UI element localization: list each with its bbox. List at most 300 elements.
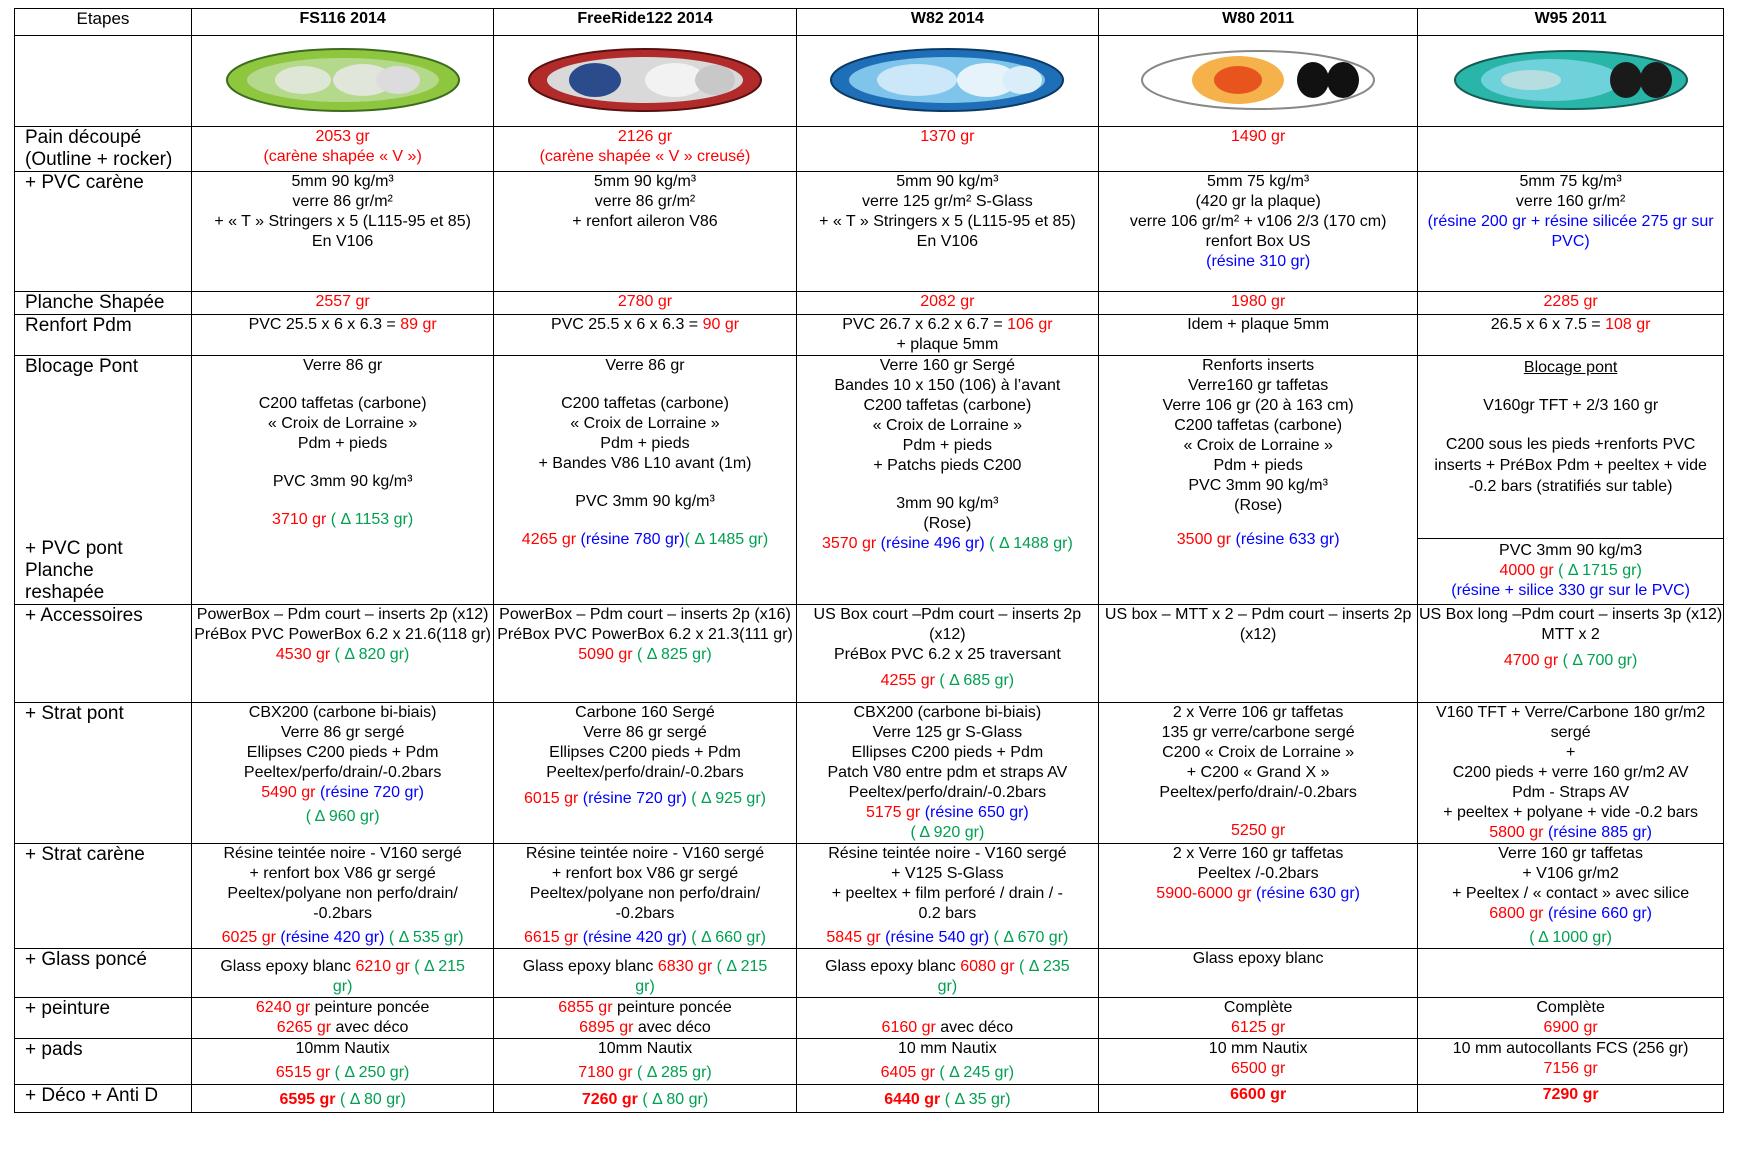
row-renfort-pdm [15,315,1724,356]
blocage-w82-l4: « Croix de Lorraine » [872,417,1023,434]
row-pads [15,1039,1724,1085]
sp-fr122-l3: Ellipses C200 pieds + Pdm [549,744,741,761]
sp-w82-l4: Patch V80 entre pdm et straps AV [827,764,1068,781]
pads-fr122-result [494,1063,795,1083]
pain-fr122 [494,127,796,172]
glass-fr122-weight: 6830 gr [657,958,713,975]
pvc-carene-w80-resine: (résine 310 gr) [1206,253,1311,270]
peint-w95-weight: 6900 gr [1543,1019,1598,1036]
sp-w80-l3: C200 « Croix de Lorraine » [1162,744,1355,761]
acc-fs116-result [192,645,493,665]
planche-fr122: 2780 gr [494,292,796,315]
blocage-fs116-weight: 3710 gr [272,511,327,528]
blocage-w82-l6: + Patchs pieds C200 [873,457,1022,474]
blocage-w80 [1099,356,1418,605]
renfort-w82-text: PVC 26.7 x 6.2 x 6.7 = [842,316,1008,333]
pvc-carene-w80-l2: (420 gr la plaque) [1195,193,1321,210]
renfort-fs116-text: PVC 25.5 x 6 x 6.3 = [248,316,401,333]
blocage-fr122-delta: ( Δ 1485 gr) [684,531,769,548]
pvc-carene-w80 [1099,172,1418,292]
peint-w82-line2 [797,1018,1098,1038]
pads-w95-weight: 7156 gr [1543,1060,1598,1077]
pvc-carene-w80-l1: 5mm 75 kg/m³ [1207,173,1310,190]
sc-w82-weight: 5845 gr [826,929,881,946]
board-image-fs116 [191,36,493,127]
blocage-w80-result [1099,530,1417,550]
acc-fs116-weight: 4530 gr [275,646,331,663]
deco-fs116-weight: 6595 gr [279,1091,336,1108]
acc-fr122-weight: 5090 gr [578,646,633,663]
sp-w82-l2: Verre 125 gr S-Glass [872,724,1023,741]
peint-w95 [1418,998,1724,1039]
acc-w80-l1: US box – MTT x 2 – Pdm court – inserts 2p (x12) [1104,606,1412,643]
sp-w95-weight: 5800 gr [1489,824,1544,841]
blocage-w95-result [1422,561,1719,581]
sc-fr122-delta: ( Δ 660 gr) [691,929,766,946]
blocage-w95-l2: C200 sous les pieds +renforts PVC inserts + PréBox Pdm + peeltex + vide -0.2 bars (stratifiés sur table) [1434,436,1707,495]
sp-fs116-delta: ( Δ 960 gr) [305,808,380,825]
deco-w82 [796,1085,1098,1113]
pvc-carene-fs116 [191,172,493,292]
peint-fr122-weight2: 6895 gr [579,1019,634,1036]
blocage-fr122-resine: (résine 780 gr) [580,531,685,548]
deco-fr122-weight: 7260 gr [581,1091,638,1108]
blocage-w95 [1418,356,1724,605]
sc-fs116-delta: ( Δ 535 gr) [388,929,464,946]
stage-pvc-pont-line3: reshapée [25,582,105,603]
acc-fr122 [494,605,796,703]
pvc-carene-w95-l2: verre 160 gr/m² [1515,193,1626,210]
board-build-table [14,8,1724,1113]
sp-w80 [1099,703,1418,844]
blocage-fr122-l6: PVC 3mm 90 kg/m³ [575,493,715,510]
pvc-carene-fr122-l1: 5mm 90 kg/m³ [593,173,697,190]
peint-fs116-weight2: 6265 gr [276,1019,332,1036]
pain-fs116-weight: 2053 gr [315,128,370,145]
pads-fs116-weight: 6515 gr [275,1064,331,1081]
header-row [15,9,1724,36]
pvc-carene-fr122-l3: + renfort aileron V86 [572,213,718,230]
blocage-w80-l5: « Croix de Lorraine » [1183,437,1333,454]
pads-w95 [1418,1039,1724,1085]
pads-w80 [1099,1039,1418,1085]
pvc-carene-fr122-l2: verre 86 gr/m² [594,193,696,210]
peint-fr122-line1 [494,998,795,1018]
sp-w80-weight: 5250 gr [1231,822,1286,839]
blocage-fr122-l3: « Croix de Lorraine » [570,415,720,432]
glass-fs116-text: Glass epoxy blanc [220,958,352,975]
blocage-w82-delta: ( Δ 1488 gr) [989,535,1073,552]
sc-fs116-l2: + renfort box V86 gr sergé [249,865,436,882]
sp-w80-l4: + C200 « Grand X » [1186,764,1330,781]
sp-fr122-resine: (résine 720 gr) [582,790,687,807]
peint-fs116-text1: peinture poncée [310,999,430,1016]
blocage-fr122-weight: 4265 gr [521,531,577,548]
stage-pain [15,127,192,172]
pvc-carene-fs116-l2: verre 86 gr/m² [292,193,393,210]
row-accessoires [15,605,1724,703]
blocage-w95-top [1418,356,1723,538]
sp-w95 [1418,703,1724,844]
acc-fs116-l1: PowerBox – Pdm court – inserts 2p (x12) [196,606,489,623]
deco-w80 [1099,1085,1418,1113]
pvc-carene-w95-l1: 5mm 75 kg/m³ [1519,173,1622,190]
sc-w82-l2: + V125 S-Glass [891,865,1004,882]
blocage-w95-resine: (résine + silice 330 gr sur le PVC) [1451,582,1690,599]
pads-fr122-delta: ( Δ 285 gr) [637,1064,712,1081]
blocage-fr122-result [494,530,795,550]
sc-fr122-result [494,928,795,948]
blocage-fs116-delta: ( Δ 1153 gr) [330,511,414,528]
sc-fr122-l2: + renfort box V86 gr sergé [551,865,739,882]
blocage-fr122-l4: Pdm + pieds [600,435,690,452]
sc-fr122-resine: (résine 420 gr) [582,929,687,946]
sc-w80-l1: 2 x Verre 160 gr taffetas [1172,845,1344,862]
board-image-freeride122 [494,36,796,127]
sc-w82-resine: (résine 540 gr) [885,929,990,946]
planche-w82: 2082 gr [796,292,1098,315]
acc-w82-l2: PréBox PVC 6.2 x 25 traversant [833,646,1061,663]
glass-fr122-text: Glass epoxy blanc [522,958,654,975]
sc-w82-l1: Résine teintée noire - V160 sergé [828,845,1067,862]
renfort-w95-weight: 108 gr [1605,316,1651,333]
blocage-w80-l6: Pdm + pieds [1213,457,1303,474]
sp-w82-l3: Ellipses C200 pieds + Pdm [851,744,1044,761]
stage-planche-shapee: Planche Shapée [15,292,192,315]
acc-fs116-l2: PréBox PVC PowerBox 6.2 x 21.6(118 gr) [194,626,491,643]
header-etapes: Etapes [15,9,192,36]
deco-w95-weight: 7290 gr [1542,1086,1599,1103]
renfort-w82-text2: + plaque 5mm [896,336,999,353]
row-glass-ponce [15,949,1724,998]
row-pvc-carene [15,172,1724,292]
sc-w95-result [1418,904,1723,924]
acc-fr122-l1: PowerBox – Pdm court – inserts 2p (x16) [499,606,791,623]
blocage-w95-bottom [1418,538,1723,603]
glass-w82-delta-unit: gr) [937,978,958,995]
blocage-fs116-l4: Pdm + pieds [297,435,388,452]
blocage-w80-l8: (Rose) [1234,497,1283,514]
glass-fs116-delta: ( Δ 215 [414,958,465,975]
pvc-carene-fs116-l1: 5mm 90 kg/m³ [291,173,394,190]
blocage-fr122-l1: Verre 86 gr [605,357,685,374]
deco-w82-result [797,1090,1098,1110]
sp-w82 [796,703,1098,844]
pads-w80-text: 10 mm Nautix [1208,1040,1308,1057]
blocage-w95-delta: ( Δ 1715 gr) [1558,562,1642,579]
board-w80-image [1138,44,1378,116]
pads-fr122 [494,1039,796,1085]
peint-w95-text: Complète [1536,999,1605,1016]
pvc-carene-fs116-l4: En V106 [311,233,374,250]
pain-fs116 [191,127,493,172]
renfort-fs116-weight: 89 gr [400,316,437,333]
renfort-fr122-text: PVC 25.5 x 6 x 6.3 = [550,316,703,333]
stage-blocage-pont [15,356,192,605]
blocage-w82 [796,356,1098,605]
sc-fr122-l4: -0.2bars [615,905,675,922]
pads-fs116-result [192,1063,493,1083]
sp-fr122-l1: Carbone 160 Sergé [575,704,715,721]
pvc-carene-w80-l3: verre 106 gr/m² + v106 2/3 (170 cm) [1129,213,1387,230]
blocage-w80-resine: (résine 633 gr) [1235,531,1340,548]
sc-fr122 [494,844,796,949]
sc-w80 [1099,844,1418,949]
blocage-w95-l1: V160gr TFT + 2/3 160 gr [1483,397,1659,414]
acc-fr122-delta: ( Δ 825 gr) [637,646,712,663]
pain-w95 [1418,127,1724,172]
renfort-fs116 [191,315,493,356]
acc-w80 [1099,605,1418,703]
pvc-carene-fs116-l3: + « T » Stringers x 5 (L115-95 et 85) [214,213,471,230]
blocage-w95-weight: 4000 gr [1499,562,1554,579]
sc-w80-result [1099,884,1417,904]
renfort-fr122 [494,315,796,356]
board-image-w95 [1418,36,1724,127]
sp-w80-l5: Peeltex/perfo/drain/-0.2bars [1159,784,1357,801]
blocage-fs116-result [192,510,493,530]
sc-w95-l3: + Peeltex / « contact » avec silice [1452,885,1690,902]
stage-deco: + Déco + Anti D [15,1085,192,1113]
pvc-carene-w95-resine: (résine 200 gr + résine silicée 275 gr sur PVC) [1427,213,1714,250]
pads-fs116-delta: ( Δ 250 gr) [334,1064,410,1081]
deco-fs116 [191,1085,493,1113]
sp-w82-weight: 5175 gr [865,804,921,821]
pads-fs116-text: 10mm Nautix [295,1040,390,1057]
acc-fr122-l2: PréBox PVC PowerBox 6.2 x 21.3(111 gr) [497,626,793,643]
sp-w82-delta: ( Δ 920 gr) [910,824,985,841]
glass-fr122-delta-unit: gr) [635,978,655,995]
sp-w95-result [1418,823,1723,843]
deco-fr122-delta: ( Δ 80 gr) [642,1091,709,1108]
planche-w95: 2285 gr [1418,292,1724,315]
sc-fs116-resine: (résine 420 gr) [280,929,385,946]
sc-fs116-result [192,928,493,948]
sc-w82-l3: + peeltex + film perforé / drain / - [831,885,1063,902]
glass-fr122 [494,949,796,998]
blocage-w82-l8: (Rose) [923,515,972,532]
blocage-w95-pvc: PVC 3mm 90 kg/m3 [1499,542,1643,559]
peint-fs116 [191,998,493,1039]
sp-fr122 [494,703,796,844]
sp-fs116-result [192,783,493,803]
glass-fs116-weight: 6210 gr [355,958,410,975]
blocage-w80-l3: Verre 106 gr (20 à 163 cm) [1162,397,1354,414]
sc-fs116-weight: 6025 gr [221,929,276,946]
sp-w95-l1: V160 TFT + Verre/Carbone 180 gr/m2 sergé [1435,704,1706,741]
sp-fr122-l4: Peeltex/perfo/drain/-0.2bars [546,764,744,781]
stage-peinture: + peinture [15,998,192,1039]
board-w95-image [1451,44,1691,116]
renfort-w95-text: 26.5 x 6 x 7.5 = [1490,316,1606,333]
glass-w82-delta: ( Δ 235 [1018,958,1070,975]
acc-w95-l1: US Box long –Pdm court – inserts 3p (x12) [1418,606,1723,623]
pvc-carene-w82 [796,172,1098,292]
blocage-fr122 [494,356,796,605]
sc-w95-l1: Verre 160 gr taffetas [1498,845,1643,862]
acc-w82-l1: US Box court –Pdm court – inserts 2p (x12) [813,606,1082,643]
blocage-fs116 [191,356,493,605]
blocage-w80-l4: C200 taffetas (carbone) [1174,417,1343,434]
stage-pain-line1: Pain découpé [25,127,142,148]
deco-w82-weight: 6440 gr [884,1091,941,1108]
glass-w95 [1418,949,1724,998]
stage-pvc-pont-line1: + PVC pont [25,538,123,559]
sp-fs116-resine: (résine 720 gr) [319,784,424,801]
stage-pvc-carene: + PVC carène [15,172,192,292]
deco-w95 [1418,1085,1724,1113]
blocage-w82-weight: 3570 gr [821,535,877,552]
peint-w80 [1099,998,1418,1039]
sc-w80-weight: 5900-6000 gr [1156,885,1252,902]
stage-renfort-pdm: Renfort Pdm [15,315,192,356]
pads-w82-text: 10 mm Nautix [898,1040,997,1057]
header-fs116: FS116 2014 [191,9,493,36]
row-peinture [15,998,1724,1039]
row-planche-shapee [15,292,1724,315]
deco-fs116-result [192,1090,493,1110]
pads-fr122-weight: 7180 gr [578,1064,633,1081]
renfort-w82 [796,315,1098,356]
sp-w95-l3: C200 pieds + verre 160 gr/m2 AV [1452,764,1689,781]
sc-fr122-l3: Peeltex/polyane non perfo/drain/ [529,885,761,902]
glass-w82-text: Glass epoxy blanc [825,958,956,975]
pads-w82 [796,1039,1098,1085]
blocage-w80-l7: PVC 3mm 90 kg/m³ [1188,477,1328,494]
acc-w82-weight: 4255 gr [880,672,935,689]
glass-w80-text: Glass epoxy blanc [1192,950,1324,967]
pads-w95-text: 10 mm autocollants FCS (256 gr) [1452,1040,1689,1057]
acc-w82-result [797,671,1098,691]
peint-w82 [796,998,1098,1039]
acc-w95-weight: 4700 gr [1503,652,1559,669]
acc-fs116-delta: ( Δ 820 gr) [334,646,410,663]
sc-fs116 [191,844,493,949]
sc-w82-l4: 0.2 bars [918,905,977,922]
acc-w95-l2: MTT x 2 [1541,626,1600,643]
sp-fs116-weight: 5490 gr [261,784,316,801]
sp-fr122-weight: 6015 gr [524,790,579,807]
sp-w80-l1: 2 x Verre 106 gr taffetas [1172,704,1344,721]
pvc-carene-fr122 [494,172,796,292]
blocage-w82-l1: Verre 160 gr Sergé [879,357,1015,374]
pvc-carene-w82-l4: En V106 [916,233,979,250]
sp-w82-l1: CBX200 (carbone bi-biais) [853,704,1042,721]
pads-w82-delta: ( Δ 245 gr) [939,1064,1015,1081]
sp-fs116-l2: Verre 86 gr sergé [280,724,405,741]
peint-fr122 [494,998,796,1039]
peint-fr122-weight1: 6855 gr [558,999,613,1016]
stage-strat-carene: + Strat carène [15,844,192,949]
sc-fs116-l4: -0.2bars [313,905,372,922]
sp-w82-resine: (résine 650 gr) [924,804,1029,821]
deco-fs116-delta: ( Δ 80 gr) [339,1091,406,1108]
header-w95: W95 2011 [1418,9,1724,36]
pads-w80-weight: 6500 gr [1231,1060,1286,1077]
blocage-fs116-l2: C200 taffetas (carbone) [258,395,427,412]
blocage-fs116-l5: PVC 3mm 90 kg/m³ [272,473,413,490]
deco-fr122-result [494,1090,795,1110]
glass-fr122-line1 [494,957,795,977]
stage-blocage-label: Blocage Pont [25,356,139,377]
peint-w80-text: Complète [1223,999,1293,1016]
glass-fs116 [191,949,493,998]
blocage-w95-title: Blocage pont [1523,359,1618,376]
header-w82: W82 2014 [796,9,1098,36]
glass-w80 [1099,949,1418,998]
renfort-w80-text: Idem + plaque 5mm [1187,316,1330,333]
sp-fs116-l3: Ellipses C200 pieds + Pdm [246,744,439,761]
sp-w95-resine: (résine 885 gr) [1547,824,1652,841]
acc-fs116 [191,605,493,703]
sp-w95-l5: + peeltex + polyane + vide -0.2 bars [1443,804,1699,821]
renfort-w80 [1099,315,1418,356]
sp-w95-l4: Pdm - Straps AV [1512,784,1630,801]
blocage-fr122-l5: + Bandes V86 L10 avant (1m) [538,455,752,472]
planche-w80: 1980 gr [1099,292,1418,315]
row-strat-pont [15,703,1724,844]
sp-fs116 [191,703,493,844]
sc-w82 [796,844,1098,949]
pvc-carene-w80-l4: renfort Box US [1205,233,1311,250]
sc-w95-delta: ( Δ 1000 gr) [1529,929,1612,946]
sp-fr122-delta: ( Δ 925 gr) [691,790,766,807]
glass-w82-line1 [797,957,1098,977]
glass-fs116-delta-unit: gr) [332,978,353,995]
peint-fs116-weight1: 6240 gr [255,999,311,1016]
sc-w82-result [797,928,1098,948]
sc-fr122-weight: 6615 gr [524,929,579,946]
glass-w82 [796,949,1098,998]
acc-w95 [1418,605,1724,703]
board-image-w82 [796,36,1098,127]
sc-fs116-l3: Peeltex/polyane non perfo/drain/ [227,885,458,902]
image-row [15,36,1724,127]
sc-w80-l2: Peeltex /-0.2bars [1197,865,1319,882]
renfort-fr122-weight: 90 gr [702,316,740,333]
image-row-label [15,36,192,127]
row-blocage-pont [15,356,1724,605]
sp-w95-l2: + [1565,744,1576,761]
sc-w80-resine: (résine 630 gr) [1255,885,1360,902]
peint-w80-weight: 6125 gr [1231,1019,1286,1036]
peint-fr122-line2 [494,1018,795,1038]
glass-fr122-delta: ( Δ 215 [716,958,768,975]
pvc-carene-w82-l2: verre 125 gr/m² S-Glass [862,193,1033,210]
blocage-w82-resine: (résine 496 gr) [880,535,985,552]
blocage-w82-l5: Pdm + pieds [902,437,993,454]
pain-fr122-weight: 2126 gr [617,128,673,145]
pvc-carene-w82-l1: 5mm 90 kg/m³ [896,173,999,190]
stage-glass-ponce: + Glass poncé [15,949,192,998]
pain-w80 [1099,127,1418,172]
acc-fr122-result [494,645,795,665]
deco-w80-weight: 6600 gr [1230,1086,1287,1103]
sp-fr122-l2: Verre 86 gr sergé [583,724,707,741]
sp-w82-result [797,803,1098,823]
blocage-w82-l7: 3mm 90 kg/m³ [896,495,999,512]
stage-strat-pont: + Strat pont [15,703,192,844]
peint-fs116-text2: avec déco [331,1019,409,1036]
stage-pads: + pads [15,1039,192,1085]
header-w80: W80 2011 [1099,9,1418,36]
pain-w82 [796,127,1098,172]
acc-w95-result [1418,651,1723,671]
stage-pvc-pont-line2: Planche [25,560,94,581]
pads-w82-result [797,1063,1098,1083]
board-image-w80 [1099,36,1418,127]
pads-w82-weight: 6405 gr [880,1064,935,1081]
